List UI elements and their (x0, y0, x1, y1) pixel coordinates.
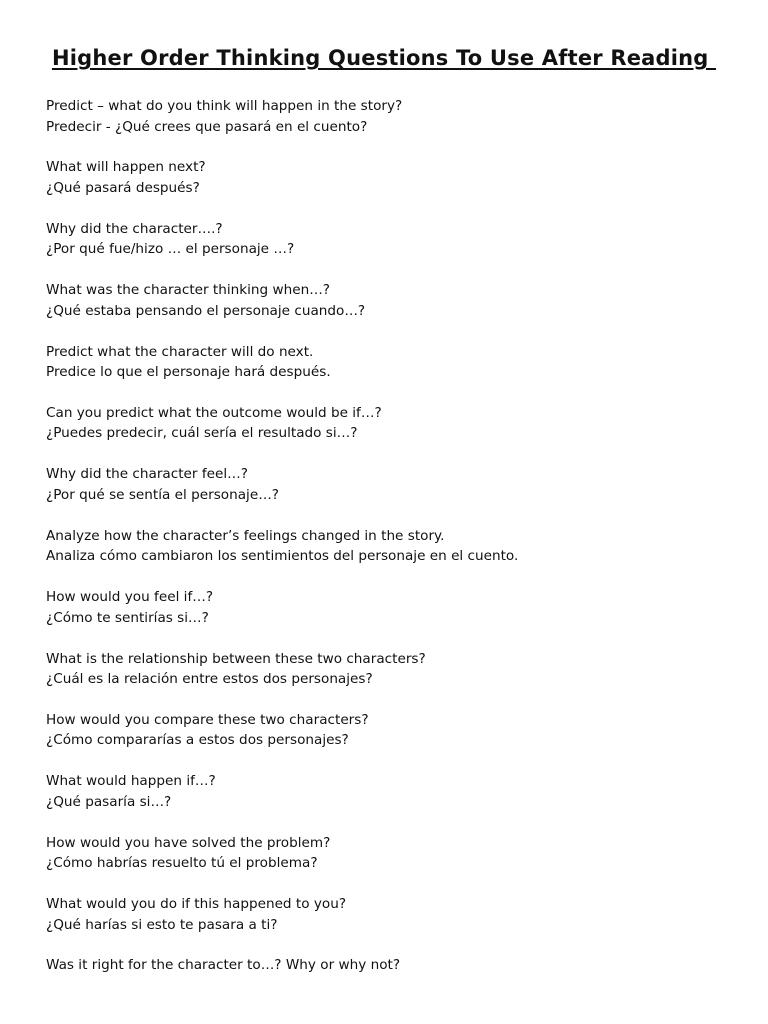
question-spanish: ¿Qué pasará después? (46, 179, 200, 196)
question-pair (46, 649, 746, 690)
question-spanish: Analiza cómo cambiaron los sentimientos del personaje en el cuento. (46, 548, 519, 565)
question-spanish: ¿Cómo compararías a estos dos personajes? (46, 732, 349, 749)
question-pair (46, 280, 746, 321)
question-english: How would you feel if…? (46, 589, 214, 606)
question-pair (46, 96, 746, 137)
question-pair (46, 403, 746, 444)
question-pair (46, 157, 746, 198)
question-english: How would you have solved the problem? (46, 834, 331, 851)
question-english: What will happen next? (46, 159, 206, 176)
question-english: Analyze how the character’s feelings changed in the story. (46, 527, 445, 544)
question-pair (46, 587, 746, 628)
question-list (46, 96, 746, 996)
page-title: Higher Order Thinking Questions To Use After Reading (51, 46, 717, 70)
question-english: What would happen if…? (46, 773, 216, 790)
question-spanish: ¿Por qué se sentía el personaje…? (46, 486, 280, 503)
question-english: Was it right for the character to…? Why or why not? (46, 957, 401, 974)
question-spanish: ¿Cómo habrías resuelto tú el problema? (46, 855, 318, 872)
question-pair (46, 955, 746, 976)
question-pair (46, 219, 746, 260)
question-english: Predict what the character will do next. (46, 343, 314, 360)
question-english: What would you do if this happened to you? (46, 896, 347, 913)
question-spanish: ¿Por qué fue/hizo … el personaje …? (46, 241, 295, 258)
question-pair (46, 464, 746, 505)
question-english: Why did the character feel…? (46, 466, 248, 483)
question-pair (46, 342, 746, 383)
question-english: Why did the character….? (46, 220, 223, 237)
question-pair (46, 771, 746, 812)
question-english: How would you compare these two characters? (46, 711, 369, 728)
question-english: Can you predict what the outcome would be if…? (46, 404, 382, 421)
question-spanish: Predice lo que el personaje hará después. (46, 364, 331, 381)
question-spanish: ¿Cuál es la relación entre estos dos personajes? (46, 671, 373, 688)
question-english: What is the relationship between these two characters? (46, 650, 426, 667)
question-spanish: ¿Puedes predecir, cuál sería el resultado si…? (46, 425, 358, 442)
question-spanish: ¿Qué pasaría si…? (46, 793, 172, 810)
question-pair (46, 710, 746, 751)
question-english: What was the character thinking when…? (46, 282, 331, 299)
question-spanish: ¿Qué estaba pensando el personaje cuando…? (46, 302, 366, 319)
question-pair (46, 894, 746, 935)
question-spanish: ¿Cómo te sentirías si…? (46, 609, 209, 626)
question-pair (46, 833, 746, 874)
question-english: Predict – what do you think will happen in the story? (46, 98, 403, 114)
question-pair (46, 526, 746, 567)
question-spanish: ¿Qué harías si esto te pasara a ti? (46, 916, 278, 933)
question-spanish: Predecir - ¿Qué crees que pasará en el cuento? (46, 118, 368, 135)
